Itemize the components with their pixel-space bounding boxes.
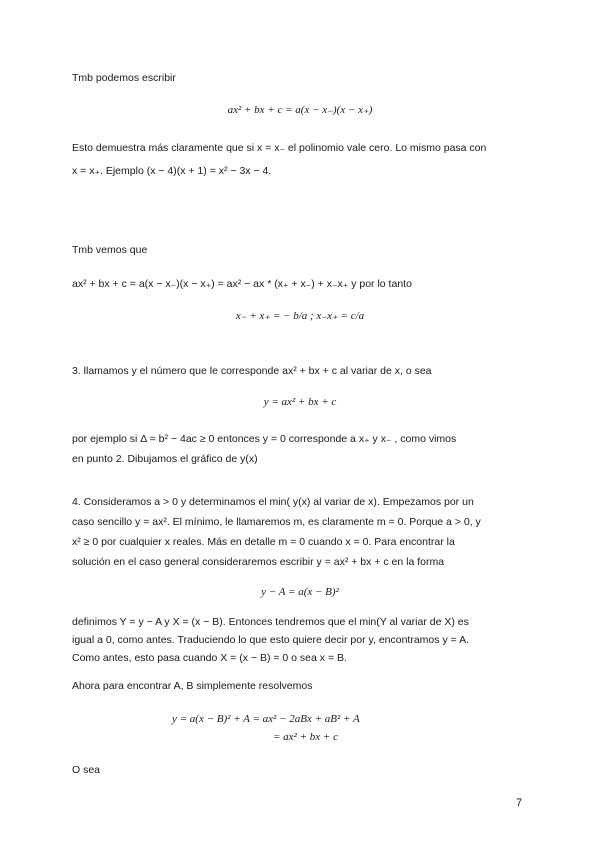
paragraph-o-sea: O sea: [72, 764, 101, 776]
equation-vieta: x₋ + x₊ = − b/a ; x₋x₊ = c/a: [235, 310, 365, 322]
paragraph-line: por ejemplo si Δ = b² − 4ac ≥ 0 entonces y = 0 corresponde a x₊ y x₋ , como vimos: [72, 433, 457, 445]
equation-expansion: ax² + bx + c = a(x − x₋)(x − x₊) = ax² − ax * (x₊ + x₋) + x₋x₊ y por lo tanto: [72, 278, 412, 290]
paragraph-line: Como antes, esto pasa cuando X = (x − B) = 0 o sea x = B.: [72, 652, 347, 664]
equation-factorization: ax² + bx + c = a(x − x₋)(x − x₊): [227, 104, 373, 116]
paragraph-line: igual a 0, como antes. Traduciendo lo que esto quiere decir por y, encontramos y = A.: [72, 634, 469, 646]
paragraph-line: Esto demuestra más claramente que si x = x₋ el polinomio vale cero. Lo mismo pasa con: [72, 142, 487, 154]
paragraph-tmb-vemos: Tmb vemos que: [72, 244, 148, 256]
paragraph-intro: Tmb podemos escribir: [72, 72, 176, 84]
equation-vertex-form: y − A = a(x − B)²: [261, 586, 339, 598]
page-number: 7: [516, 797, 523, 809]
paragraph-line: solución en el caso general consideraremos escribir y = ax² + bx + c en la forma: [72, 556, 445, 568]
paragraph-line: 4. Consideramos a > 0 y determinamos el min( y(x) al variar de x). Empezamos por un: [72, 496, 474, 508]
equation-y: y = ax² + bx + c: [263, 396, 337, 408]
paragraph-ahora: Ahora para encontrar A, B simplemente resolvemos: [72, 680, 313, 692]
equation-expansion-result: = ax² + bx + c: [273, 731, 338, 743]
paragraph-line: en punto 2. Dibujamos el gráfico de y(x): [72, 453, 258, 465]
paragraph-line: x = x₊. Ejemplo (x − 4)(x + 1) = x² − 3x − 4.: [72, 165, 272, 177]
paragraph-line: definimos Y = y − A y X = (x − B). Entonces tendremos que el min(Y al variar de X) es: [72, 616, 469, 628]
equation-expansion-vertex: y = a(x − B)² + A = ax² − 2aBx + aB² + A: [172, 713, 360, 725]
paragraph-line: caso sencillo y = ax². El mínimo, le llamaremos m, es claramente m = 0. Porque a > 0, y: [72, 516, 481, 528]
paragraph-point-3: 3. llamamos y el número que le corresponde ax² + bx + c al variar de x, o sea: [72, 365, 432, 377]
paragraph-line: x² ≥ 0 por cualquier x reales. Más en detalle m = 0 cuando x = 0. Para encontrar la: [72, 536, 455, 548]
